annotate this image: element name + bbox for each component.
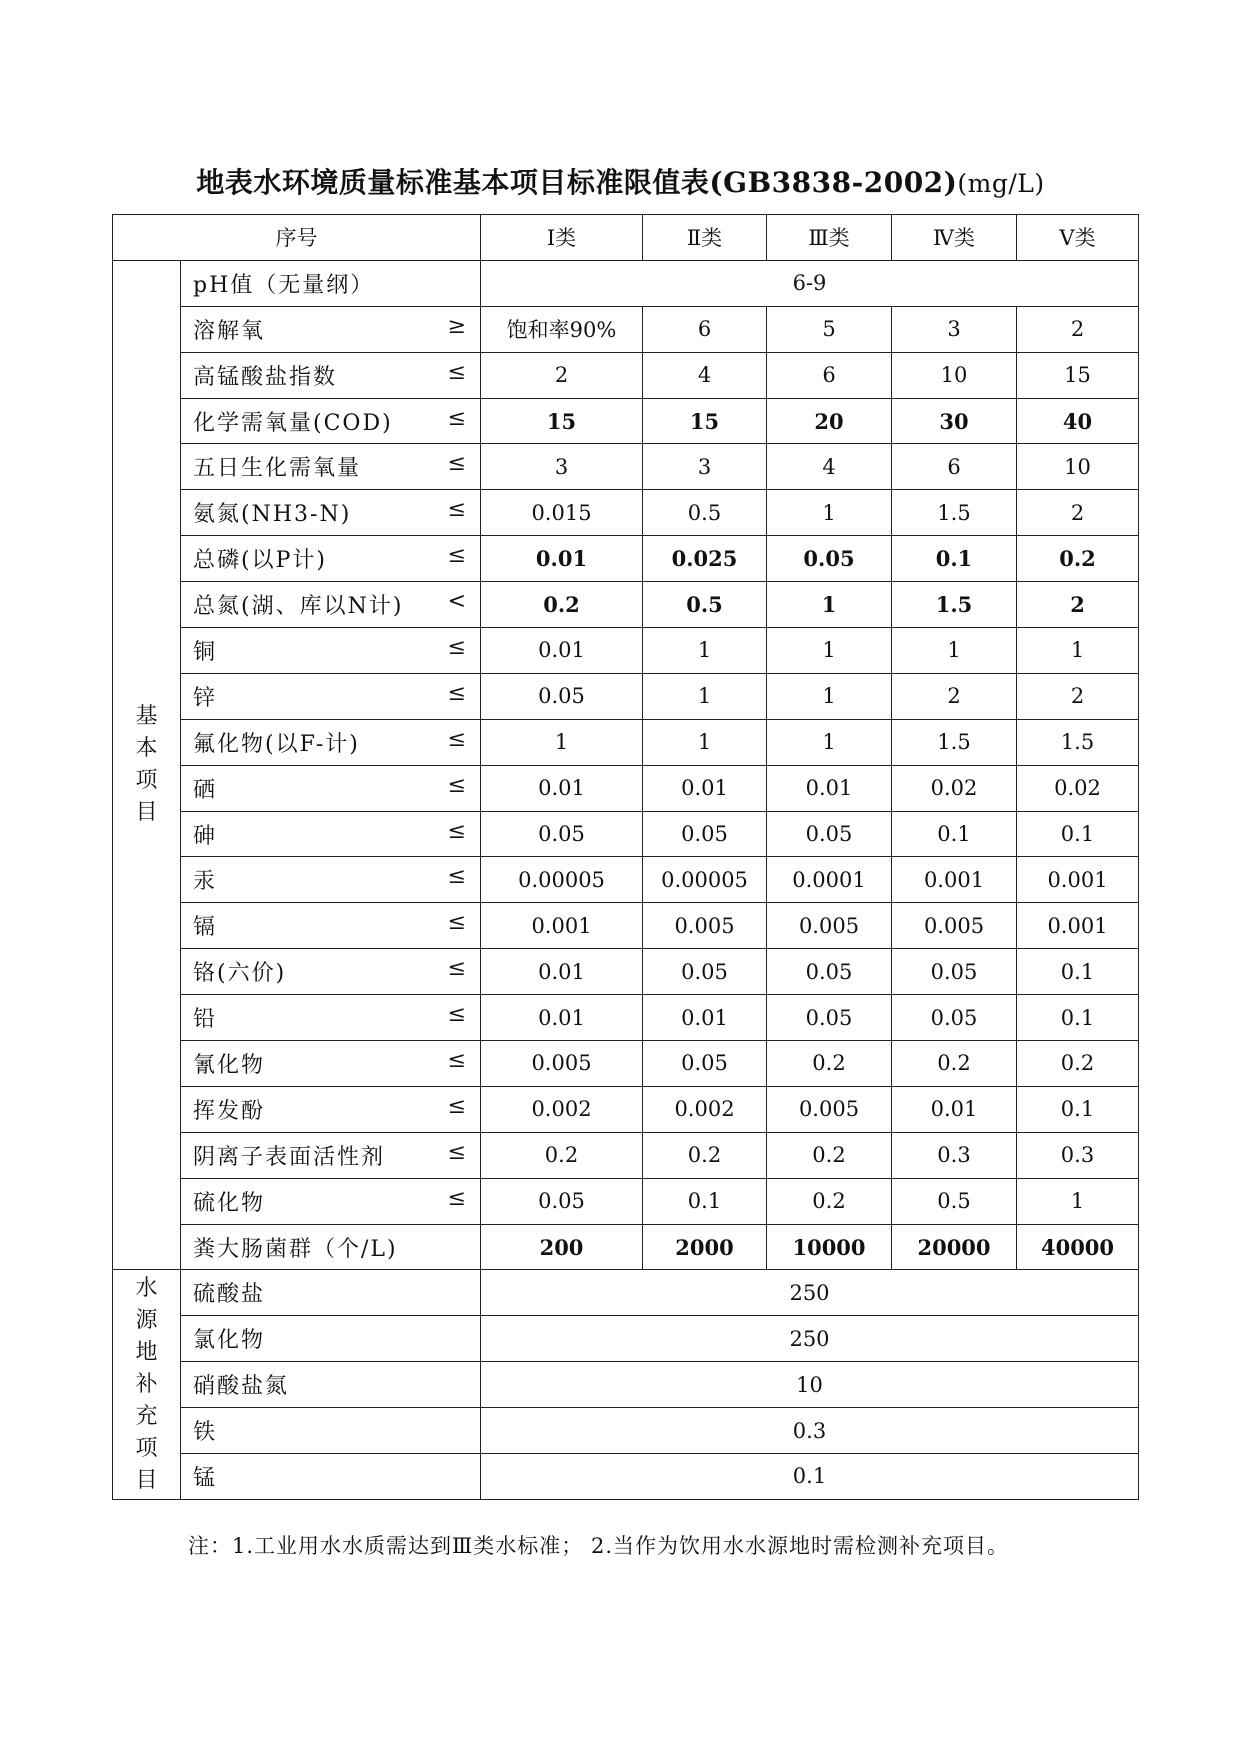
class-2-value: 1 — [643, 628, 767, 674]
class-2-value: 0.5 — [643, 582, 767, 628]
header-label: 序号 — [113, 215, 481, 261]
merged-value-cell: 6-9 — [481, 260, 1139, 306]
class-4-value: 3 — [892, 306, 1017, 352]
table-row — [113, 1132, 1139, 1178]
comparison-sign: ≤ — [447, 634, 466, 660]
class-3-value: 6 — [767, 352, 892, 398]
comparison-sign: ≤ — [447, 405, 466, 431]
class-3-value: 0.2 — [767, 1178, 892, 1224]
item-name: 锰 — [181, 1454, 481, 1500]
item-name-cell — [181, 811, 481, 857]
class-3-value: 5 — [767, 306, 892, 352]
item-name: 硫化物 — [193, 1190, 266, 1216]
class-3-value: 1 — [767, 719, 892, 765]
item-name-cell — [181, 582, 481, 628]
class-3-value: 0.05 — [767, 811, 892, 857]
comparison-sign: ≤ — [447, 680, 466, 706]
class-2-value: 4 — [643, 352, 767, 398]
class-5-value: 0.2 — [1017, 1041, 1139, 1087]
item-name-cell — [181, 260, 481, 306]
class-1-value: 15 — [481, 398, 643, 444]
class-4-value: 30 — [892, 398, 1017, 444]
class-1-value: 0.00005 — [481, 857, 643, 903]
class-4-value: 0.1 — [892, 536, 1017, 582]
item-name-cell — [181, 1086, 481, 1132]
class-5-value: 0.3 — [1017, 1132, 1139, 1178]
table-row — [113, 1454, 1139, 1500]
class-2-value: 0.2 — [643, 1132, 767, 1178]
item-name: 粪大肠菌群（个/L) — [193, 1236, 398, 1262]
class-3-value: 20 — [767, 398, 892, 444]
class-4-value: 0.5 — [892, 1178, 1017, 1224]
class-5-value: 15 — [1017, 352, 1139, 398]
class-5-value: 2 — [1017, 582, 1139, 628]
header-row — [113, 215, 1139, 261]
class-2-value: 1 — [643, 673, 767, 719]
class-4-value: 1.5 — [892, 719, 1017, 765]
item-name-cell — [181, 1041, 481, 1087]
class-3-value: 0.01 — [767, 765, 892, 811]
table-row — [113, 949, 1139, 995]
item-name: 锌 — [193, 685, 218, 711]
item-name-cell — [181, 857, 481, 903]
comparison-sign: ≤ — [447, 818, 466, 844]
item-name-cell — [181, 536, 481, 582]
header-class-5: Ⅴ类 — [1017, 215, 1139, 261]
merged-value-cell: 10 — [481, 1362, 1139, 1408]
table-row — [113, 1362, 1139, 1408]
item-name-cell — [181, 719, 481, 765]
item-name: 硫酸盐 — [181, 1270, 481, 1316]
class-4-value: 10 — [892, 352, 1017, 398]
class-1-value: 饱和率90% — [481, 306, 643, 352]
class-3-value: 0.0001 — [767, 857, 892, 903]
class-4-value: 1.5 — [892, 582, 1017, 628]
table-row — [113, 1270, 1139, 1316]
comparison-sign: ≤ — [447, 359, 466, 385]
class-5-value: 0.02 — [1017, 765, 1139, 811]
item-name-cell — [181, 949, 481, 995]
item-name: 总磷(以P计) — [193, 548, 327, 574]
class-2-value: 0.00005 — [643, 857, 767, 903]
class-5-value: 0.2 — [1017, 536, 1139, 582]
class-1-value: 0.01 — [481, 628, 643, 674]
table-row — [113, 1316, 1139, 1362]
class-3-value: 1 — [767, 673, 892, 719]
item-name: 五日生化需氧量 — [193, 456, 362, 482]
comparison-sign: ≤ — [447, 497, 466, 523]
table-row — [113, 260, 1139, 306]
header-class-4: Ⅳ类 — [892, 215, 1017, 261]
table-row — [113, 628, 1139, 674]
class-4-value: 0.2 — [892, 1041, 1017, 1087]
class-3-value: 0.05 — [767, 536, 892, 582]
class-3-value: 1 — [767, 582, 892, 628]
class-2-value: 0.05 — [643, 1041, 767, 1087]
table-row — [113, 536, 1139, 582]
supplementary-group-label: 水源地补充项目 — [135, 1275, 158, 1493]
class-3-value: 0.05 — [767, 949, 892, 995]
class-3-value: 0.005 — [767, 903, 892, 949]
merged-value-cell: 0.3 — [481, 1408, 1139, 1454]
class-4-value: 0.02 — [892, 765, 1017, 811]
item-name: 硝酸盐氮 — [181, 1362, 481, 1408]
class-4-value: 20000 — [892, 1224, 1017, 1270]
class-4-value: 0.05 — [892, 995, 1017, 1041]
item-name-cell — [181, 398, 481, 444]
class-1-value: 0.01 — [481, 949, 643, 995]
comparison-sign: ≤ — [447, 1047, 466, 1073]
item-name: 铜 — [193, 639, 218, 665]
class-4-value: 0.3 — [892, 1132, 1017, 1178]
class-3-value: 10000 — [767, 1224, 892, 1270]
class-5-value: 0.001 — [1017, 857, 1139, 903]
merged-value-cell: 250 — [481, 1316, 1139, 1362]
item-name: 砷 — [193, 823, 218, 849]
item-name: 化学需氧量(COD) — [193, 410, 393, 436]
class-5-value: 0.1 — [1017, 1086, 1139, 1132]
table-row — [113, 857, 1139, 903]
item-name: 高锰酸盐指数 — [193, 364, 338, 390]
class-1-value: 0.2 — [481, 582, 643, 628]
class-5-value: 40000 — [1017, 1224, 1139, 1270]
class-5-value: 2 — [1017, 306, 1139, 352]
standard-limits-table — [112, 214, 1139, 1500]
header-class-2: Ⅱ类 — [643, 215, 767, 261]
class-5-value: 1 — [1017, 1178, 1139, 1224]
class-2-value: 0.01 — [643, 995, 767, 1041]
table-row — [113, 306, 1139, 352]
class-2-value: 15 — [643, 398, 767, 444]
item-name-cell — [181, 490, 481, 536]
class-1-value: 0.05 — [481, 1178, 643, 1224]
comparison-sign: ≤ — [447, 1139, 466, 1165]
class-2-value: 0.002 — [643, 1086, 767, 1132]
table-row — [113, 490, 1139, 536]
class-5-value: 0.1 — [1017, 995, 1139, 1041]
item-name: 氨氮(NH3-N) — [193, 502, 352, 528]
item-name-cell — [181, 1178, 481, 1224]
item-name-cell — [181, 1132, 481, 1178]
class-1-value: 3 — [481, 444, 643, 490]
item-name: 氯化物 — [181, 1316, 481, 1362]
item-name-cell — [181, 444, 481, 490]
item-name-cell — [181, 995, 481, 1041]
basic-group-cell — [113, 260, 181, 1270]
item-name-cell — [181, 673, 481, 719]
item-name: 氟化物(以F-计) — [193, 731, 360, 757]
class-4-value: 2 — [892, 673, 1017, 719]
item-name: pH值（无量纲） — [193, 272, 375, 298]
class-4-value: 0.1 — [892, 811, 1017, 857]
item-name-cell — [181, 628, 481, 674]
comparison-sign: ≤ — [447, 1002, 466, 1028]
table-row — [113, 1224, 1139, 1270]
table-row — [113, 811, 1139, 857]
item-name: 铬(六价) — [193, 961, 287, 987]
comparison-sign: ≤ — [447, 1093, 466, 1119]
class-3-value: 1 — [767, 628, 892, 674]
class-4-value: 0.001 — [892, 857, 1017, 903]
table-row — [113, 1408, 1139, 1454]
class-1-value: 0.05 — [481, 811, 643, 857]
table-row — [113, 765, 1139, 811]
class-2-value: 0.05 — [643, 949, 767, 995]
item-name-cell — [181, 352, 481, 398]
comparison-sign: ≤ — [447, 772, 466, 798]
class-4-value: 6 — [892, 444, 1017, 490]
comparison-sign: < — [447, 589, 466, 615]
item-name-cell — [181, 903, 481, 949]
table-row — [113, 1086, 1139, 1132]
page-title — [0, 162, 1241, 204]
class-1-value: 0.2 — [481, 1132, 643, 1178]
header-class-1: Ⅰ类 — [481, 215, 643, 261]
comparison-sign: ≤ — [447, 543, 466, 569]
class-4-value: 1.5 — [892, 490, 1017, 536]
class-5-value: 10 — [1017, 444, 1139, 490]
class-3-value: 0.05 — [767, 995, 892, 1041]
class-2-value: 1 — [643, 719, 767, 765]
supplementary-group-cell — [113, 1270, 181, 1499]
comparison-sign: ≤ — [447, 1185, 466, 1211]
class-1-value: 0.01 — [481, 765, 643, 811]
class-2-value: 0.025 — [643, 536, 767, 582]
class-1-value: 0.01 — [481, 995, 643, 1041]
table-row — [113, 352, 1139, 398]
class-2-value: 0.5 — [643, 490, 767, 536]
class-1-value: 0.01 — [481, 536, 643, 582]
table-row — [113, 444, 1139, 490]
table-row — [113, 673, 1139, 719]
item-name: 汞 — [193, 869, 218, 895]
class-2-value: 6 — [643, 306, 767, 352]
item-name: 溶解氧 — [193, 318, 266, 344]
basic-group-label: 基本项目 — [135, 704, 158, 826]
class-5-value: 0.001 — [1017, 903, 1139, 949]
class-3-value: 0.005 — [767, 1086, 892, 1132]
header-class-3: Ⅲ类 — [767, 215, 892, 261]
item-name: 氰化物 — [193, 1052, 266, 1078]
class-5-value: 40 — [1017, 398, 1139, 444]
class-3-value: 1 — [767, 490, 892, 536]
class-1-value: 1 — [481, 719, 643, 765]
item-name: 镉 — [193, 915, 218, 941]
item-name-cell — [181, 1224, 481, 1270]
comparison-sign: ≤ — [447, 910, 466, 936]
comparison-sign: ≤ — [447, 864, 466, 890]
class-1-value: 0.002 — [481, 1086, 643, 1132]
class-4-value: 0.05 — [892, 949, 1017, 995]
table-row — [113, 903, 1139, 949]
item-name: 铅 — [193, 1007, 218, 1033]
comparison-sign: ≤ — [447, 451, 466, 477]
item-name: 铁 — [181, 1408, 481, 1454]
item-name: 阴离子表面活性剂 — [193, 1144, 386, 1170]
table-row — [113, 1041, 1139, 1087]
class-5-value: 2 — [1017, 490, 1139, 536]
class-1-value: 0.001 — [481, 903, 643, 949]
class-2-value: 0.005 — [643, 903, 767, 949]
item-name: 挥发酚 — [193, 1098, 266, 1124]
class-4-value: 1 — [892, 628, 1017, 674]
item-name: 总氮(湖、库以N计) — [193, 594, 404, 620]
table-row — [113, 398, 1139, 444]
table-row — [113, 1178, 1139, 1224]
footnote: 注：1.工业用水水质需达到Ⅲ类水标准； 2.当作为饮用水水源地时需检测补充项目。 — [188, 1534, 1009, 1558]
item-name: 硒 — [193, 777, 218, 803]
class-3-value: 0.2 — [767, 1041, 892, 1087]
class-5-value: 0.1 — [1017, 811, 1139, 857]
title-text: 地表水环境质量标准基本项目标准限值表(GB3838-2002) — [196, 166, 958, 199]
class-1-value: 0.015 — [481, 490, 643, 536]
title-unit: (mg/L) — [957, 169, 1045, 198]
item-name-cell — [181, 765, 481, 811]
class-3-value: 0.2 — [767, 1132, 892, 1178]
class-1-value: 200 — [481, 1224, 643, 1270]
class-2-value: 0.01 — [643, 765, 767, 811]
merged-value-cell: 250 — [481, 1270, 1139, 1316]
class-5-value: 1.5 — [1017, 719, 1139, 765]
comparison-sign: ≥ — [447, 313, 466, 339]
merged-value-cell: 0.1 — [481, 1454, 1139, 1500]
comparison-sign: ≤ — [447, 726, 466, 752]
class-5-value: 0.1 — [1017, 949, 1139, 995]
comparison-sign: ≤ — [447, 956, 466, 982]
class-1-value: 2 — [481, 352, 643, 398]
table-row — [113, 995, 1139, 1041]
class-2-value: 0.05 — [643, 811, 767, 857]
class-4-value: 0.005 — [892, 903, 1017, 949]
class-5-value: 2 — [1017, 673, 1139, 719]
class-2-value: 3 — [643, 444, 767, 490]
class-2-value: 0.1 — [643, 1178, 767, 1224]
class-3-value: 4 — [767, 444, 892, 490]
table-row — [113, 719, 1139, 765]
class-1-value: 0.005 — [481, 1041, 643, 1087]
class-4-value: 0.01 — [892, 1086, 1017, 1132]
table-row — [113, 582, 1139, 628]
table-body — [113, 215, 1139, 1500]
class-2-value: 2000 — [643, 1224, 767, 1270]
class-1-value: 0.05 — [481, 673, 643, 719]
class-5-value: 1 — [1017, 628, 1139, 674]
item-name-cell — [181, 306, 481, 352]
